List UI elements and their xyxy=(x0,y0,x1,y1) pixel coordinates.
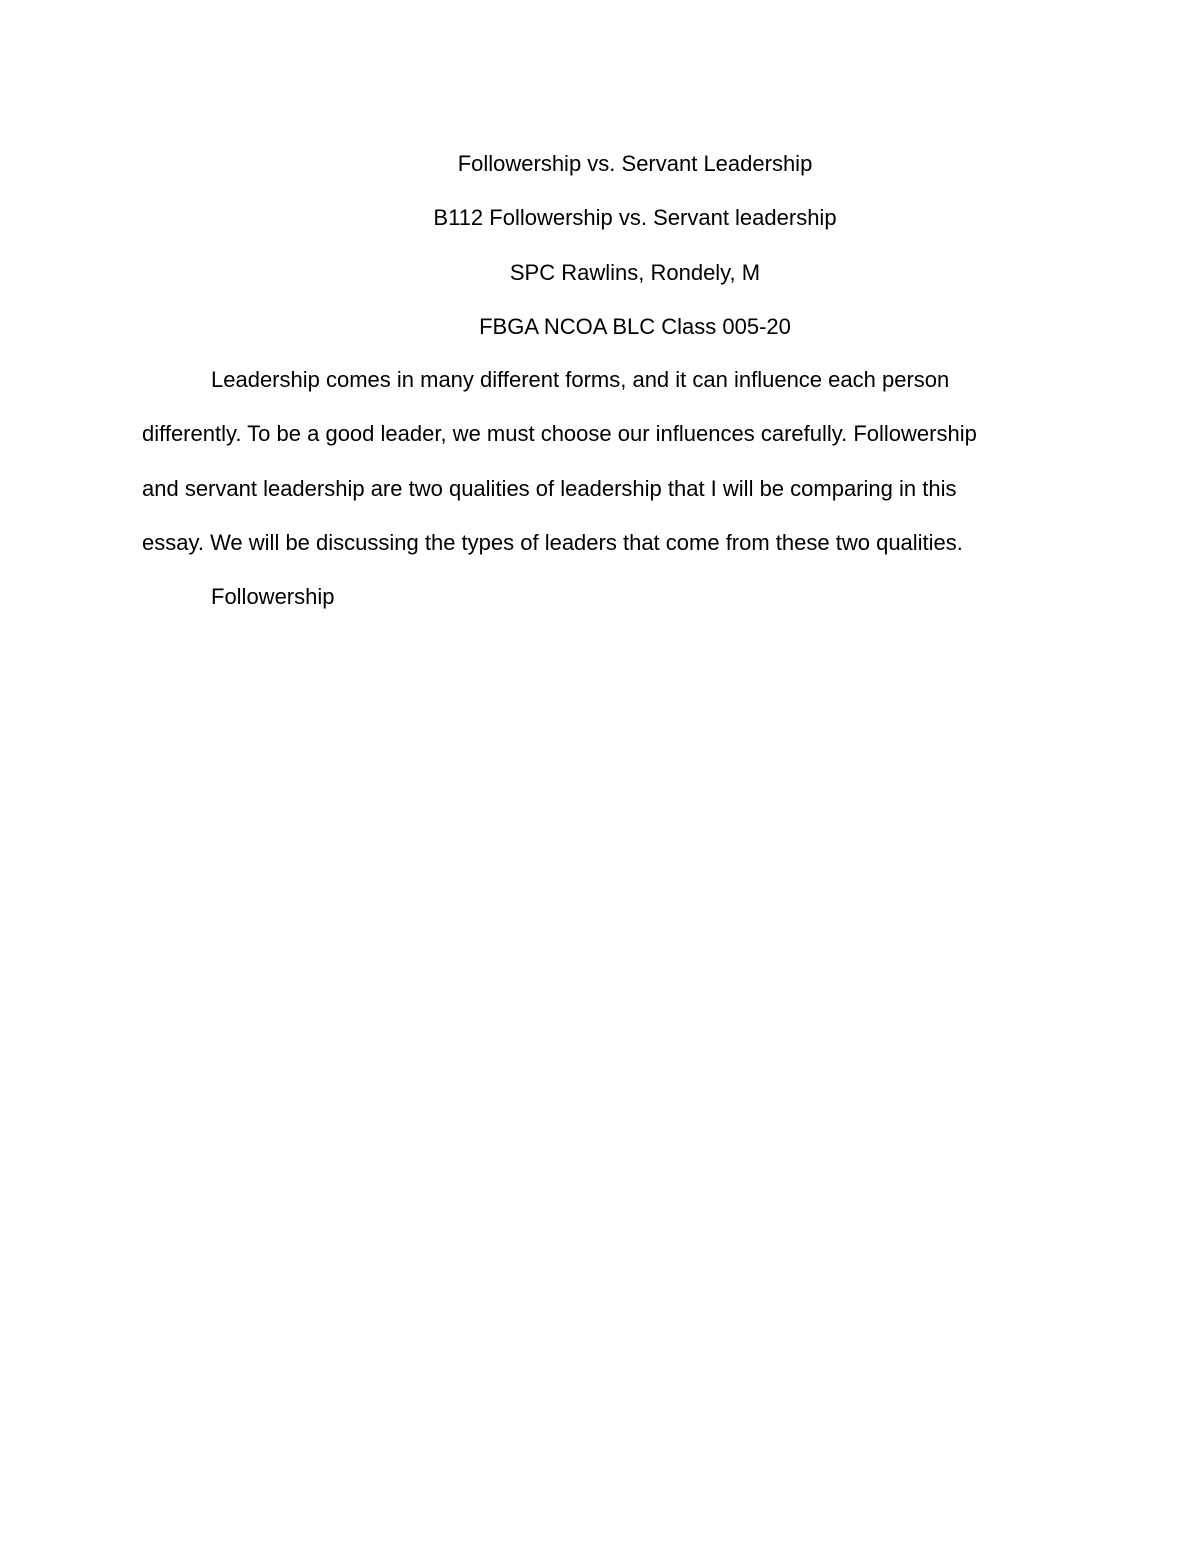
class-line: FBGA NCOA BLC Class 005-20 xyxy=(479,313,791,339)
title-block xyxy=(0,137,1200,354)
paragraph-line: Leadership comes in many different forms, and it can influence each person xyxy=(211,367,950,392)
paragraph-line: essay. We will be discussing the types of leaders that come from these two qualities. xyxy=(142,529,963,555)
document-title: Followership vs. Servant Leadership xyxy=(457,151,813,176)
paragraph-line: and servant leadership are two qualities of leadership that I will be comparing in this xyxy=(142,475,957,501)
course-line: B112 Followership vs. Servant leadership xyxy=(433,205,837,231)
paragraph-line: differently. To be a good leader, we must choose our influences carefully. Followership xyxy=(142,421,977,447)
section-heading: Followership xyxy=(211,584,335,610)
essay-body xyxy=(142,353,1082,624)
author-line: SPC Rawlins, Rondely, M xyxy=(509,259,761,285)
